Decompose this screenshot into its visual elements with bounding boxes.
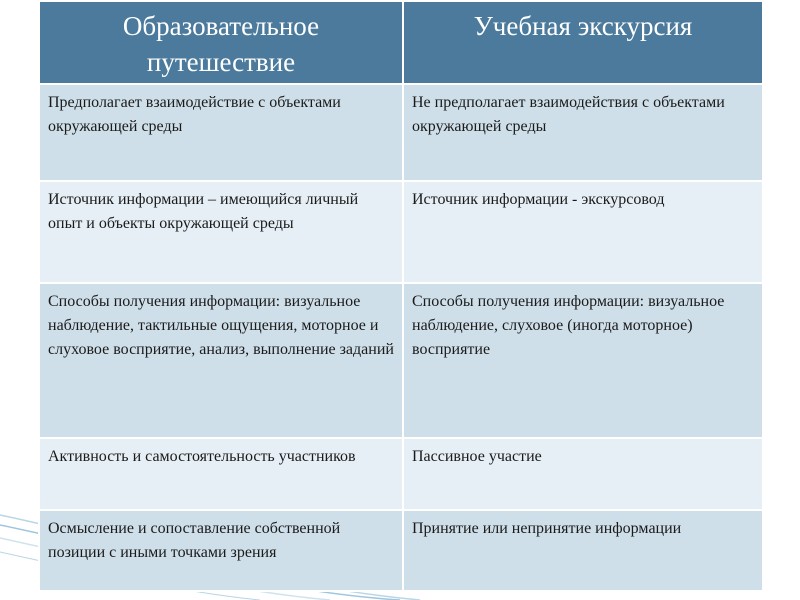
table-cell: Осмысление и сопоставление собственной позиции с иными точками зрения bbox=[39, 510, 403, 591]
table-cell: Не предполагает взаимодействия с объектами окружающей среды bbox=[403, 84, 763, 181]
table-cell: Способы получения информации: визуальное наблюдение, слуховое (иногда моторное) восприятие bbox=[403, 283, 763, 438]
comparison-table bbox=[38, 0, 764, 592]
table-cell: Активность и самостоятельность участников bbox=[39, 438, 403, 510]
header-row bbox=[39, 1, 763, 84]
table-cell: Источник информации – имеющийся личный опыт и объекты окружающей среды bbox=[39, 181, 403, 283]
table-cell: Принятие или непринятие информации bbox=[403, 510, 763, 591]
table-cell: Способы получения информации: визуальное наблюдение, тактильные ощущения, моторное и слуховое восприятие, анализ, выполнение заданий bbox=[39, 283, 403, 438]
header-educational-journey: Образовательное путешествие bbox=[39, 1, 403, 84]
table-cell: Предполагает взаимодействие с объектами окружающей среды bbox=[39, 84, 403, 181]
header-study-excursion: Учебная экскурсия bbox=[403, 1, 763, 84]
table-row bbox=[39, 510, 763, 591]
table-row bbox=[39, 181, 763, 283]
table-row bbox=[39, 84, 763, 181]
table-cell: Источник информации - экскурсовод bbox=[403, 181, 763, 283]
table-row bbox=[39, 438, 763, 510]
table-row bbox=[39, 283, 763, 438]
table-cell: Пассивное участие bbox=[403, 438, 763, 510]
